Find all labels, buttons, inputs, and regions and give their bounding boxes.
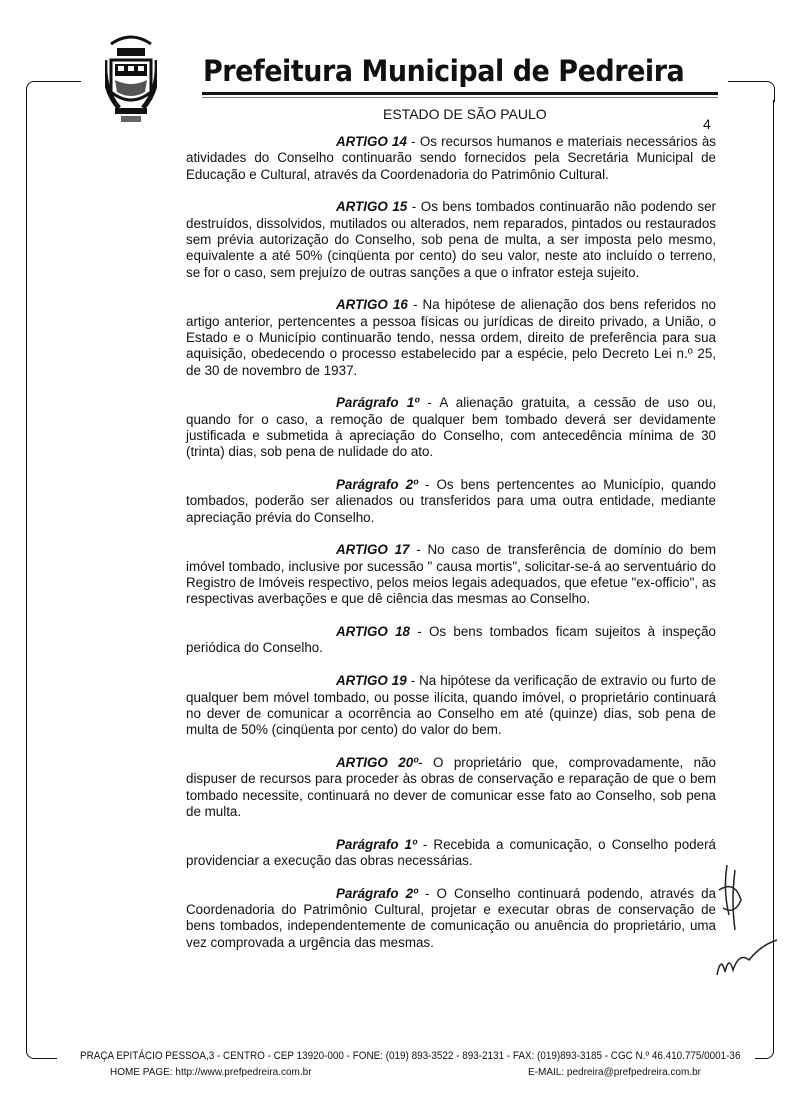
article-text: - Na hipótese da verificação de extravio ou furto de qualquer bem móvel tombado, ou posse ilícita, quando imóvel, o proprietário continuará no dever de comunicar a ocorrência ao Conselho em até (quinze) dias, sob pena de multa de 50% (cinqüenta por cento) do valor do bem.	[186, 673, 717, 738]
article-paragraph	[186, 542, 716, 607]
article-text: - Os bens tombados ficam sujeitos à inspeção periódica do Conselho.	[186, 624, 716, 656]
article-paragraph	[186, 886, 716, 951]
article-text: - A alienação gratuita, a cessão de uso ou, quando for o caso, a remoção de qualquer bem tombado deverá ser devidamente justificada e submetida à apreciação do Conselho, com antecedência mínima de 30 (trinta) dias, sob pena de nulidade do ato.	[186, 395, 716, 460]
page-number: 4	[703, 116, 711, 132]
article-text: - O Conselho continuará podendo, através da Coordenadoria do Patrimônio Cultural, projetar e executar obras de conservação de bens tombados, independentemente de comunicação ou anuência do proprietário, uma vez comprovada a urgência das mesmas.	[186, 885, 716, 950]
article-heading: ARTIGO 19	[336, 673, 407, 689]
article-text: - Os bens pertencentes ao Município, quando tombados, poderão ser alienados ou transferidos para uma outra entidade, mediante apreciação prévia do Conselho.	[186, 477, 716, 525]
article-paragraph	[186, 199, 716, 280]
article-text: - Na hipótese de alienação dos bens referidos no artigo anterior, pertencentes a pessoa físicas ou jurídicas de direito privado, a União, o Estado e o Município continuarão tendo, nessa ordem, direito de preferência para sua aquisição, obedecendo o processo estabelecido par a espécie, pelo Decreto Lei n.º 25, de 30 de novembro de 1937.	[186, 297, 717, 378]
document-title: Prefeitura Municipal de Pedreira	[203, 54, 685, 88]
title-underline	[202, 92, 718, 95]
article-heading: Parágrafo 2º	[336, 477, 418, 493]
article-heading: Parágrafo 1º	[336, 395, 420, 411]
article-paragraph	[186, 837, 716, 870]
article-text: - Os recursos humanos e materiais necessários às atividades do Conselho continuarão sendo fornecidos pela Secretária Municipal de Educação e Cultural, através da Coordenadoria do Patrimônio Cultural.	[186, 134, 716, 182]
article-heading: ARTIGO 20º	[336, 754, 419, 770]
frame-border	[728, 81, 775, 102]
state-subtitle: ESTADO DE SÃO PAULO	[383, 106, 547, 122]
frame-border	[26, 81, 81, 102]
article-text: - O proprietário que, comprovadamente, não dispuser de recursos para proceder às obras de conservação e reparação de que o bem tombado necessite, continuará no dever de comunicar esse fato ao Conselho, sob pena de multa.	[186, 754, 716, 819]
handwritten-signature	[705, 860, 785, 990]
municipal-crest-logo	[105, 30, 157, 125]
document-body	[186, 134, 716, 967]
article-heading: ARTIGO 17	[336, 542, 410, 558]
frame-border	[26, 1040, 57, 1059]
title-underline-thin	[202, 97, 718, 98]
article-text: - Recebida a comunicação, o Conselho poderá providenciar a execução das obras necessárias.	[186, 836, 716, 868]
article-heading: Parágrafo 1º	[336, 836, 417, 852]
article-paragraph	[186, 755, 716, 820]
article-heading: ARTIGO 18	[336, 624, 410, 640]
article-paragraph	[186, 673, 716, 738]
article-paragraph	[186, 297, 716, 378]
article-heading: ARTIGO 15	[336, 199, 408, 215]
article-paragraph	[186, 134, 716, 183]
footer-address: PRAÇA EPITÁCIO PESSOA,3 - CENTRO - CEP 13920-000 - FONE: (019) 893-3522 - 893-2131 - FAX: (019)893-3185 - CGC N.º 46.410.775/0001-36	[80, 1050, 741, 1062]
article-text: - Os bens tombados continuarão não podendo ser destruídos, dissolvidos, mutilados ou alterados, nem reparados, pintados ou restaurados sem prévia autorização do Conselho, sob pena de multa, a ser imposta pelo mesmo, equivalente a até 50% (cinqüenta por cento) do seu valor, neste ato incluído o terreno, se for o caso, sem prejuízo de outras sanções a que o infrator esteja sujeito.	[186, 199, 716, 280]
article-heading: Parágrafo 2º	[336, 885, 418, 901]
article-text: - No caso de transferência de domínio do bem imóvel tombado, inclusive por sucessão " causa mortis", solicitar-se-á ao serventuário do Registro de Imóveis respectivo, pelos meios legais adequados, que efetue "ex-officio", as respectivas averbações e que dê ciência das mesmas ao Conselho.	[186, 542, 717, 607]
article-paragraph	[186, 395, 716, 460]
article-heading: ARTIGO 16	[336, 297, 408, 313]
footer-email: E-MAIL: pedreira@prefpedreira.com.br	[528, 1067, 701, 1078]
article-paragraph	[186, 624, 716, 657]
footer-homepage: HOME PAGE: http://www.prefpedreira.com.br	[110, 1067, 312, 1078]
frame-border	[755, 1040, 774, 1059]
article-heading: ARTIGO 14	[336, 134, 407, 149]
frame-border	[26, 100, 27, 1050]
article-paragraph	[186, 477, 716, 526]
